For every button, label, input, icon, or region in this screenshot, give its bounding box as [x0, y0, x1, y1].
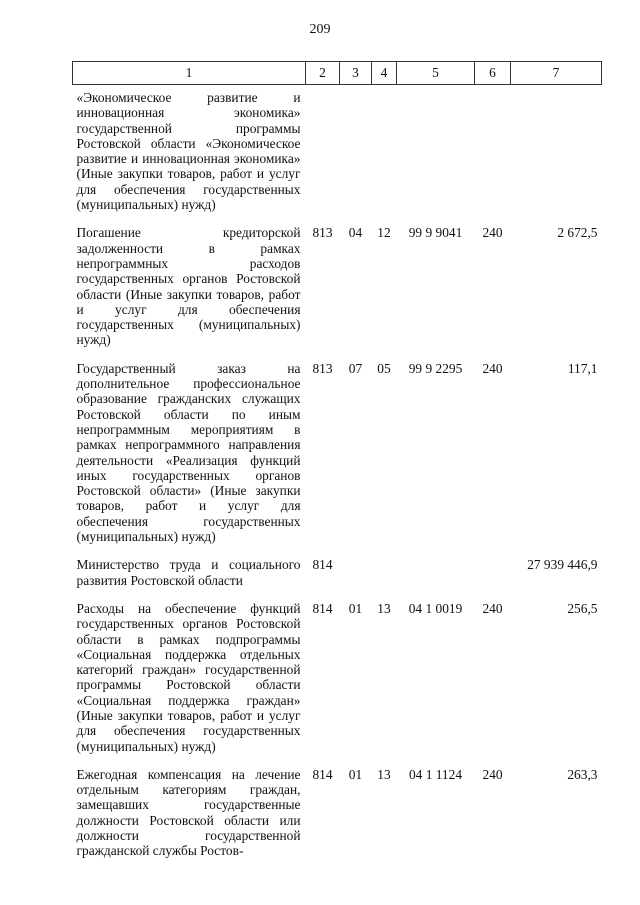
column-header: 3: [340, 62, 372, 85]
row-target-article: [397, 85, 475, 226]
row-ministry-code: 814: [312, 557, 333, 573]
row-expense-type: 240: [482, 600, 503, 616]
row-expense-type: 240: [482, 225, 503, 241]
budget-table: [72, 61, 602, 859]
table-row: [73, 767, 602, 859]
row-description: Расходы на обеспечение функций государственных органов Ростовской области в рамках подпрограммы «Социальная поддержка отдельных категорий граждан» государственной программы Ростовской области «Социальная поддержка граждан» (Иные закупки товаров, работ и услуг для обеспечения государственных (муниципальных) нужд): [76, 600, 301, 754]
row-section: 04: [348, 225, 363, 241]
row-expense-type: 240: [482, 360, 503, 376]
row-amount: 2 672,5: [557, 225, 598, 241]
column-header: 2: [306, 62, 340, 85]
row-section: 01: [348, 600, 363, 616]
column-header: 1: [73, 62, 306, 85]
row-amount: [511, 85, 602, 226]
row-amount: 256,5: [567, 600, 598, 616]
row-section: 01: [348, 766, 363, 782]
row-description: Погашение кредиторской задолженности в рамках непрограммных расходов государственных органов Ростовской области (Иные закупки товаров, работ и услуг для обеспечения государственных (муниципальных) нужд): [76, 225, 301, 348]
row-description: Ежегодная компенсация на лечение отдельным категориям граждан, замещавших государственные должности Ростовской области или должности государственной гражданской службы Ростов-: [76, 766, 301, 859]
column-header: 7: [511, 62, 602, 85]
row-amount: 117,1: [567, 360, 598, 376]
row-expense-type: 240: [482, 766, 503, 782]
row-subsection: 13: [377, 600, 391, 616]
row-subsection: 13: [377, 766, 391, 782]
row-subsection: 05: [377, 360, 391, 376]
table-body: [73, 85, 602, 859]
column-header: 4: [372, 62, 397, 85]
row-ministry-code: 813: [312, 360, 333, 376]
column-header: 5: [397, 62, 475, 85]
table-row: [73, 557, 602, 601]
page-number: 209: [309, 22, 331, 37]
table-header: [73, 62, 602, 85]
row-description: Государственный заказ на дополнительное профессиональное образование гражданских служащих Ростовской области по иным непрограммным мероприятиям в рамках непрограммного направления деятельности «Реализация функций иных государственных органов Ростовской области» (Иные закупки товаров, работ и услуг для обеспечения государственных (муниципальных) нужд): [76, 360, 301, 545]
row-ministry-code: 814: [312, 766, 333, 782]
row-target-article: 99 9 2295: [408, 360, 463, 376]
table-row: [73, 85, 602, 226]
row-section: 07: [348, 360, 363, 376]
row-section: [340, 557, 372, 601]
row-subsection: [372, 557, 397, 601]
row-ministry-code: 814: [312, 600, 333, 616]
row-subsection: 12: [377, 225, 391, 241]
table-row: [73, 361, 602, 558]
row-target-article: 99 9 9041: [408, 225, 463, 241]
row-target-article: 04 1 0019: [408, 600, 463, 616]
row-ministry-code: [306, 85, 340, 226]
row-section: [340, 85, 372, 226]
row-amount: 27 939 446,9: [527, 557, 598, 573]
table-row: [73, 225, 602, 360]
table-row: [73, 601, 602, 767]
row-ministry-code: 813: [312, 225, 333, 241]
row-expense-type: [475, 85, 511, 226]
row-expense-type: [475, 557, 511, 601]
row-amount: 263,3: [567, 766, 598, 782]
column-header: 6: [475, 62, 511, 85]
row-subsection: [372, 85, 397, 226]
row-target-article: 04 1 1124: [408, 766, 463, 782]
row-description: Министерство труда и социального развития Ростовской области: [76, 557, 301, 588]
row-description: «Экономическое развитие и инновационная экономика» государственной программы Ростовской области «Экономическое развитие и инновационная экономика» (Иные закупки товаров, работ и услуг для обеспечения государственных (муниципальных) нужд): [76, 90, 301, 213]
row-target-article: [397, 557, 475, 601]
